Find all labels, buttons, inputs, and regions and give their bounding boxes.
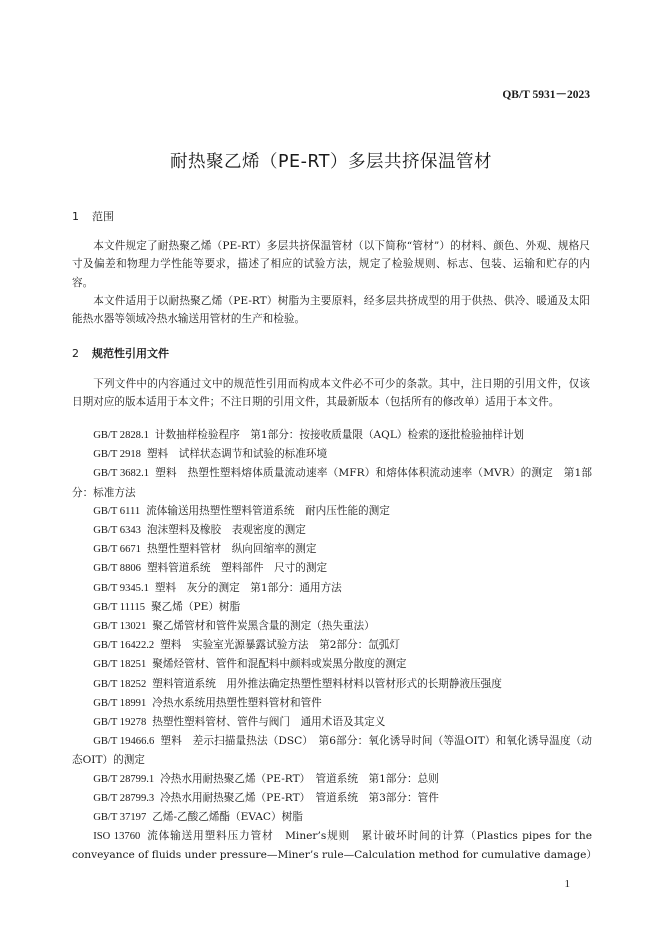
standard-code: QB/T 5931－2023: [502, 89, 590, 101]
reference-code: GB/T 18991: [93, 697, 147, 709]
reference-code: GB/T 37197: [93, 812, 147, 824]
reference-item: [72, 694, 592, 713]
reference-code: GB/T 9345.1: [93, 582, 149, 594]
reference-title: 塑料 差示扫描量热法（DSC） 第6部分：氧化诱导时间（等温OIT）和氧化诱导温度（动态OIT）的测定: [72, 735, 592, 767]
reference-title: 计数抽样检验程序 第1部分：按接收质量限（AQL）检索的逐批检验抽样计划: [154, 429, 525, 441]
reference-code: GB/T 19466.6: [93, 736, 155, 748]
reference-item: [72, 598, 592, 617]
reference-item: [72, 445, 592, 464]
section-1-title: 范围: [92, 210, 114, 223]
reference-title: 聚烯烃管材、管件和混配料中颜料或炭黑分散度的测定: [152, 658, 407, 671]
reference-title: 流体输送用塑料压力管材 Miner’s规则 累计破坏时间的计算（Plastics pipes for the conveyance of fluids under pressure—Miner’s rule—Calculation method for cumulative damage）: [72, 830, 598, 862]
reference-title: 乙烯-乙酸乙烯酯（EVAC）树脂: [152, 811, 303, 824]
page-number: 1: [564, 878, 570, 890]
reference-title: 塑料 试样状态调节和试验的标准环境: [146, 448, 328, 461]
reference-code: GB/T 16422.2: [93, 640, 155, 652]
reference-title: 塑料 热塑性塑料熔体质量流动速率（MFR）和熔体体积流动速率（MVR）的测定 第1部分：标准方法: [72, 467, 592, 499]
reference-item: [72, 559, 592, 578]
reference-title: 塑料 灰分的测定 第1部分：通用方法: [154, 581, 342, 594]
reference-code: GB/T 18252: [93, 678, 147, 690]
reference-item: [72, 464, 592, 501]
references-intro: 下列文件中的内容通过文中的规范性引用而构成本文件必不可少的条款。其中，注日期的引用文件，仅该日期对应的版本适用于本文件；不注日期的引用文件，其最新版本（包括所有的修改单）适用于本文件。: [72, 378, 590, 409]
reference-item: [72, 521, 592, 540]
reference-title: 聚乙烯管材和管件炭黑含量的测定（热失重法）: [152, 620, 375, 633]
reference-item: [72, 579, 592, 598]
reference-title: 冷热水用耐热聚乙烯（PE-RT） 管道系统 第1部分：总则: [160, 772, 439, 785]
reference-code: ISO 13760: [93, 831, 141, 843]
section-2-title: 规范性引用文件: [92, 347, 169, 360]
reference-title: 热塑性塑料管材 纵向回缩率的测定: [146, 543, 317, 556]
reference-title: 热塑性塑料管材、管件与阀门 通用术语及其定义: [152, 716, 386, 729]
section-2-number: 2: [72, 347, 79, 360]
reference-item: [72, 617, 592, 636]
reference-code: GB/T 28799.3: [93, 792, 155, 804]
reference-code: GB/T 13021: [93, 621, 147, 633]
reference-item: [72, 540, 592, 559]
document-title: 耐热聚乙烯（PE-RT）多层共挤保温管材: [170, 152, 492, 172]
reference-title: 聚乙烯（PE）树脂: [151, 600, 241, 613]
reference-code: GB/T 6343: [93, 525, 141, 537]
reference-item: [72, 655, 592, 674]
section-1-number: 1: [72, 210, 79, 223]
reference-code: GB/T 2828.1: [93, 430, 149, 441]
reference-item: [72, 732, 592, 769]
reference-code: GB/T 11115: [93, 601, 146, 613]
reference-item: [72, 789, 592, 808]
reference-item: [72, 713, 592, 732]
reference-code: GB/T 8806: [93, 563, 141, 575]
reference-item: [72, 502, 592, 521]
reference-code: GB/T 3682.1: [93, 468, 150, 480]
section-2-heading: [72, 345, 169, 361]
reference-title: 泡沫塑料及橡胶 表观密度的测定: [146, 524, 306, 537]
reference-code: GB/T 28799.1: [93, 773, 155, 785]
reference-title: 塑料管道系统 用外推法确定热塑性塑料材料以管材形式的长期静液压强度: [152, 677, 502, 690]
reference-code: GB/T 6111: [93, 505, 141, 517]
reference-item: [72, 770, 592, 789]
reference-code: GB/T 18251: [93, 659, 147, 671]
scope-paragraph-1: 本文件规定了耐热聚乙烯（PE-RT）多层共挤保温管材（以下简称“管材”）的材料、颜色、外观、规格尺寸及偏差和物理力学性能等要求，描述了相应的试验方法，规定了检验规则、标志、包装、运输和贮存的内容。: [72, 240, 590, 289]
reference-item: [72, 636, 592, 655]
reference-code: GB/T 6671: [93, 544, 141, 556]
section-1-heading: [72, 208, 114, 224]
reference-title: 冷热水系统用热塑性塑料管材和管件: [152, 696, 322, 709]
reference-item: [72, 675, 592, 694]
reference-code: GB/T 19278: [93, 717, 147, 729]
reference-item: [72, 808, 592, 827]
reference-item: [72, 827, 598, 864]
reference-title: 塑料管道系统 塑料部件 尺寸的测定: [146, 562, 328, 575]
scope-paragraph-2: 本文件适用于以耐热聚乙烯（PE-RT）树脂为主要原料，经多层共挤成型的用于供热、供冷、暖通及太阳能热水器等领域冷热水输送用管材的生产和检验。: [72, 295, 590, 326]
reference-title: 冷热水用耐热聚乙烯（PE-RT） 管道系统 第3部分：管件: [160, 791, 439, 804]
reference-title: 流体输送用热塑性塑料管道系统 耐内压性能的测定: [146, 504, 390, 517]
reference-list: [72, 426, 598, 865]
reference-title: 塑料 实验室光源暴露试验方法 第2部分：氙弧灯: [160, 639, 401, 652]
reference-code: GB/T 2918: [93, 449, 141, 461]
reference-item: [72, 426, 592, 445]
